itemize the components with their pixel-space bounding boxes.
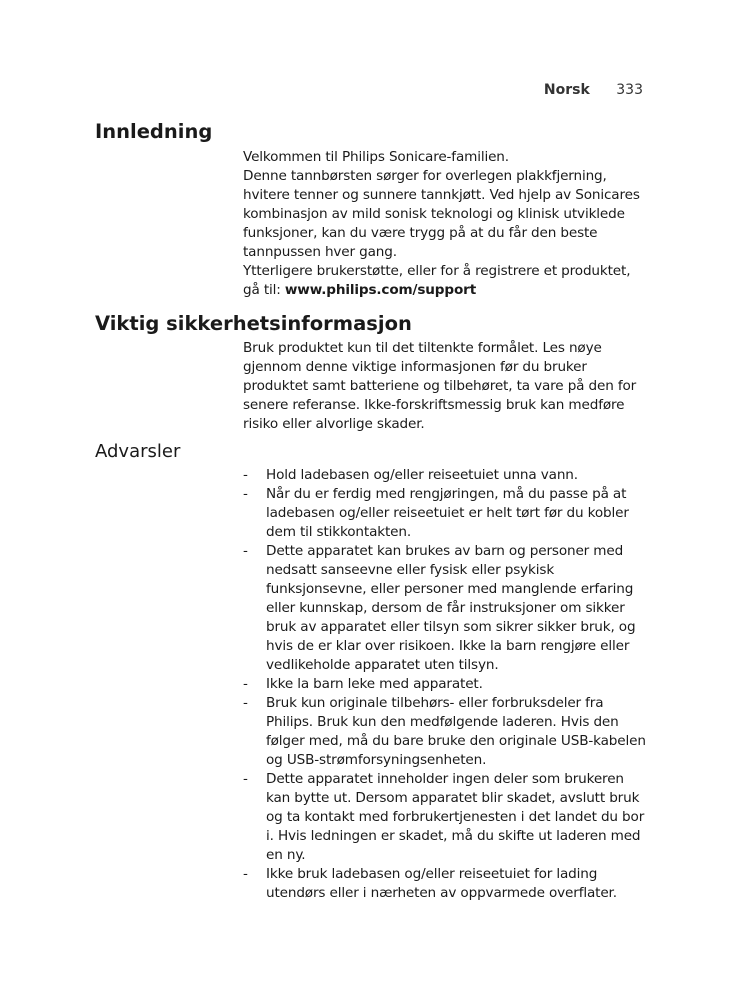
intro-body	[243, 148, 648, 300]
bullet-mark: -	[243, 695, 248, 711]
bullet-mark: -	[243, 486, 248, 502]
list-item-text: Ikke la barn leke med apparatet.	[266, 676, 483, 692]
list-item-text: Hold ladebasen og/eller reiseetuiet unna vann.	[266, 467, 578, 483]
warnings-heading: Advarsler	[95, 441, 181, 462]
safety-body	[243, 339, 648, 434]
header-language: Norsk	[543, 82, 590, 98]
safety-heading: Viktig sikkerhetsinformasjon	[95, 312, 412, 335]
safety-paragraph: Bruk produktet kun til det tiltenkte formålet. Les nøye gjennom denne viktige informasjonen før du bruker produktet samt batteriene og tilbehøret, ta vare på den for senere referanse. Ikke-forskriftsmessig bruk kan medføre risiko eller alvorlige skader.	[243, 340, 637, 432]
support-text: Ytterligere brukerstøtte, eller for å registrere et produktet, gå til:	[243, 263, 631, 298]
bullet-mark: -	[243, 676, 248, 692]
list-item-text: Dette apparatet kan brukes av barn og personer med nedsatt sanseevne eller fysisk eller psykisk funksjonsevne, eller personer med manglende erfaring eller kunnskap, dersom de får instruksjoner om sikker bruk av apparatet eller tilsyn som sikrer sikker bruk, og hvis de er klar over risikoen. Ikke la barn rengjøre eller vedlikeholde apparatet uten tilsyn.	[266, 543, 636, 673]
bullet-mark: -	[243, 467, 248, 483]
support-link[interactable]: www.philips.com/support	[284, 282, 477, 298]
list-item	[243, 485, 648, 542]
bullet-mark: -	[243, 771, 248, 787]
page-number: 333	[616, 82, 643, 98]
support-line	[243, 262, 648, 300]
intro-paragraph: Velkommen til Philips Sonicare-familien.	[243, 149, 509, 165]
list-item	[243, 466, 648, 485]
bullet-mark: -	[243, 866, 248, 882]
list-item	[243, 770, 648, 865]
list-item	[243, 694, 648, 770]
list-item-text: Bruk kun originale tilbehørs- eller forbruksdeler fra Philips. Bruk kun den medfølgende laderen. Hvis den følger med, må du bare bruke den originale USB-kabelen og USB-strømforsyningsenheten.	[266, 695, 646, 768]
intro-paragraph: Denne tannbørsten sørger for overlegen plakkfjerning, hvitere tenner og sunnere tannkjøtt. Ved hjelp av Sonicares kombinasjon av mild sonisk teknologi og klinisk utviklede funksjoner, kan du være trygg på at du får den beste tannpussen hver gang.	[243, 168, 640, 260]
list-item	[243, 865, 648, 903]
list-item	[243, 542, 648, 675]
running-header	[0, 82, 643, 98]
list-item-text: Når du er ferdig med rengjøringen, må du passe på at ladebasen og/eller reiseetuiet er helt tørt før du kobler dem til stikkontakten.	[266, 486, 629, 540]
intro-heading: Innledning	[95, 120, 213, 143]
bullet-mark: -	[243, 543, 248, 559]
warnings-list	[243, 466, 648, 903]
list-item-text: Dette apparatet inneholder ingen deler som brukeren kan bytte ut. Dersom apparatet blir skadet, avslutt bruk og ta kontakt med forbrukertjenesten i det landet du bor i. Hvis ledningen er skadet, må du skifte ut laderen med en ny.	[266, 771, 645, 863]
list-item	[243, 675, 648, 694]
list-item-text: Ikke bruk ladebasen og/eller reiseetuiet for lading utendørs eller i nærheten av oppvarmede overflater.	[266, 866, 617, 901]
